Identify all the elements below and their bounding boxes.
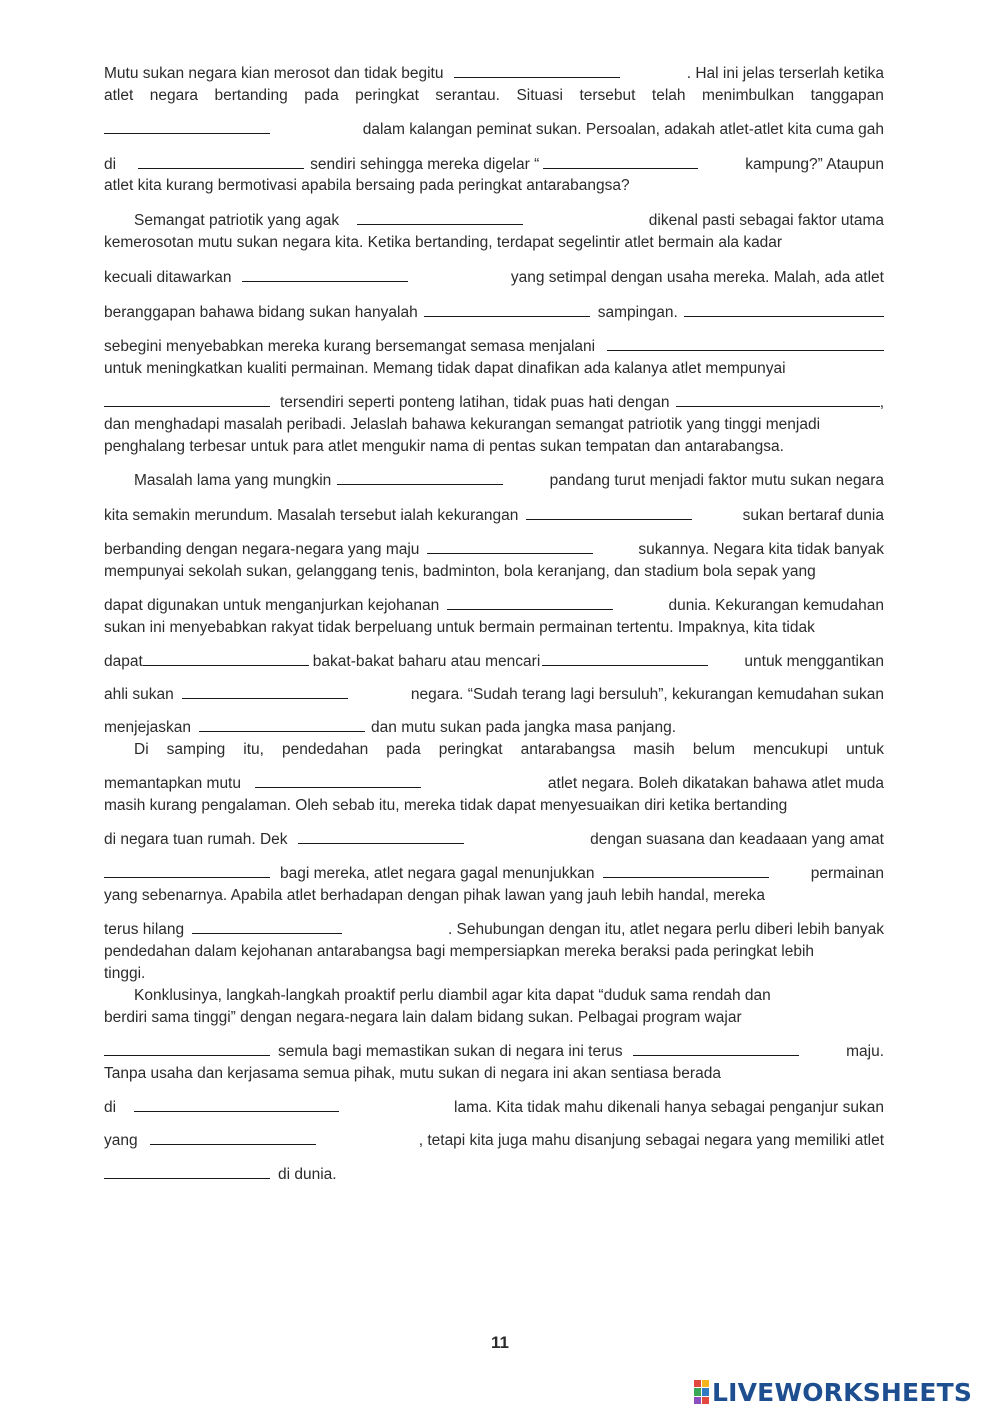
text-segment: yang setimpal dengan usaha mereka. Malah, ada atlet <box>510 269 884 286</box>
answer-blank[interactable] <box>150 1132 316 1145</box>
text-segment: Konklusinya, langkah-langkah proaktif perlu diambil agar kita dapat “duduk sama rendah dan <box>134 987 771 1004</box>
word: samping <box>166 741 226 758</box>
text-segment: tersendiri seperti ponteng latihan, tidak puas hati dengan <box>280 394 670 411</box>
answer-blank[interactable] <box>543 156 698 169</box>
answer-blank[interactable] <box>104 394 270 407</box>
answer-blank[interactable] <box>298 831 464 844</box>
word: tanggapan <box>810 87 884 104</box>
answer-blank[interactable] <box>676 394 880 407</box>
answer-blank[interactable] <box>138 156 304 169</box>
text-segment: pandang turut menjadi faktor mutu sukan negara <box>549 472 884 489</box>
logo-square <box>702 1397 709 1404</box>
text-segment: beranggapan bahawa bidang sukan hanyalah <box>104 304 418 321</box>
text-line <box>104 1165 884 1185</box>
text-segment: semula bagi memastikan sukan di negara ini terus <box>278 1043 623 1060</box>
word: peringkat <box>438 741 503 758</box>
answer-blank[interactable] <box>633 1043 799 1056</box>
answer-blank[interactable] <box>143 653 309 666</box>
text-segment: sukan ini menyebabkan rakyat tidak berpeluang untuk bermain permainan tertentu. Impaknya, kita tidak <box>104 619 815 636</box>
text-line <box>104 740 884 760</box>
text-line <box>104 155 884 175</box>
word: pendedahan <box>282 741 369 758</box>
text-segment: permainan <box>810 865 884 882</box>
text-line <box>104 864 884 884</box>
word: atlet <box>104 87 134 104</box>
text-line <box>104 596 884 616</box>
answer-blank[interactable] <box>255 775 421 788</box>
text-line <box>104 685 884 705</box>
text-segment: penghalang terbesar untuk para atlet mengukir nama di pentas sukan tempatan dan antarabangsa. <box>104 438 784 455</box>
word: menimbulkan <box>701 87 795 104</box>
text-segment: Mutu sukan negara kian merosot dan tidak begitu <box>104 65 444 82</box>
answer-blank[interactable] <box>104 1166 270 1179</box>
text-segment: sukannya. Negara kita tidak banyak <box>638 541 884 558</box>
text-line <box>104 415 884 435</box>
text-line <box>104 986 884 1006</box>
answer-blank[interactable] <box>526 507 692 520</box>
text-segment: kemerosotan mutu sukan negara kita. Ketika bertanding, terdapat segelintir atlet bermain ala kadar <box>104 234 783 251</box>
text-segment: Semangat patriotik yang agak <box>134 212 340 229</box>
text-line <box>104 718 884 738</box>
text-segment: , tetapi kita juga mahu disanjung sebagai negara yang memiliki atlet <box>418 1132 884 1149</box>
answer-blank[interactable] <box>607 338 884 351</box>
text-segment: sebegini menyebabkan mereka kurang bersemangat semasa menjalani <box>104 338 596 355</box>
text-segment: bagi mereka, atlet negara gagal menunjukkan <box>280 865 595 882</box>
text-segment: menjejaskan <box>104 719 192 736</box>
text-segment: memantapkan mutu <box>104 775 241 792</box>
text-line <box>104 652 884 672</box>
text-segment: maju. <box>846 1043 884 1060</box>
text-segment: masih kurang pengalaman. Oleh sebab itu, mereka tidak dapat menyesuaikan diri ketika bertanding <box>104 797 788 814</box>
text-segment: atlet kita kurang bermotivasi apabila bersaing pada peringkat antarabangsa? <box>104 177 630 194</box>
text-segment: sendiri sehingga mereka digelar “ <box>310 156 540 173</box>
answer-blank[interactable] <box>357 212 523 225</box>
logo-square <box>694 1380 701 1387</box>
word: peringkat <box>355 87 419 104</box>
text-segment: dengan suasana dan keadaaan yang amat <box>590 831 884 848</box>
text-segment: atlet negara. Boleh dikatakan bahawa atlet muda <box>547 775 884 792</box>
text-segment: untuk menggantikan <box>744 653 884 670</box>
liveworksheets-logo-icon <box>694 1380 709 1404</box>
answer-blank[interactable] <box>104 121 270 134</box>
text-line <box>104 1042 884 1062</box>
text-line <box>104 1131 884 1151</box>
text-line <box>104 337 884 357</box>
text-segment: dan mutu sukan pada jangka masa panjang. <box>371 719 677 736</box>
text-segment: di <box>104 1099 117 1116</box>
text-line <box>104 176 884 196</box>
text-line <box>104 540 884 560</box>
page-number: 11 <box>491 1333 509 1352</box>
answer-blank[interactable] <box>337 472 503 485</box>
text-segment: dan menghadapi masalah peribadi. Jelaslah bahawa kekurangan semangat patriotik yang tinggi menjadi <box>104 416 821 433</box>
text-line <box>104 437 884 457</box>
text-line <box>104 359 884 379</box>
text-segment: sampingan. <box>597 304 678 321</box>
text-segment: di dunia. <box>278 1166 337 1183</box>
text-line <box>104 1008 884 1028</box>
text-line <box>104 393 884 413</box>
text-segment: untuk meningkatkan kualiti permainan. Memang tidak dapat dinafikan ada kalanya atlet mempunyai <box>104 360 786 377</box>
text-segment: pendedahan dalam kejohanan antarabangsa bagi mempersiapkan mereka beraksi pada peringkat lebih <box>104 943 815 960</box>
text-line <box>104 1098 884 1118</box>
word: pada <box>386 741 421 758</box>
text-segment: Tanpa usaha dan kerjasama semua pihak, mutu sukan di negara ini akan sentiasa berada <box>104 1065 721 1082</box>
text-line <box>104 506 884 526</box>
text-segment: di <box>104 156 117 173</box>
text-line <box>104 942 884 962</box>
text-segment: Masalah lama yang mungkin <box>134 472 332 489</box>
word: masih <box>633 741 675 758</box>
text-segment: dunia. Kekurangan kemudahan <box>668 597 884 614</box>
answer-blank[interactable] <box>104 865 270 878</box>
text-line <box>104 886 884 906</box>
logo-square <box>694 1397 701 1404</box>
word: pada <box>304 87 339 104</box>
word: mencukupi <box>753 741 829 758</box>
text-line <box>104 618 884 638</box>
text-segment: terus hilang <box>104 921 185 938</box>
word: antarabangsa <box>520 741 616 758</box>
word: Di <box>134 741 149 758</box>
text-line <box>104 233 884 253</box>
answer-blank[interactable] <box>134 1099 339 1112</box>
text-segment: yang sebenarnya. Apabila atlet berhadapan dengan pihak lawan yang jauh lebih handal, mereka <box>104 887 765 904</box>
text-segment: kita semakin merundum. Masalah tersebut ialah kekurangan <box>104 507 519 524</box>
text-segment: ahli sukan <box>104 686 174 703</box>
text-segment: . Sehubungan dengan itu, atlet negara perlu diberi lebih banyak <box>447 921 884 938</box>
text-line <box>104 471 884 491</box>
text-segment: dalam kalangan peminat sukan. Persoalan, adakah atlet-atlet kita cuma gah <box>362 121 884 138</box>
word: serantau. <box>435 87 500 104</box>
word: itu, <box>243 741 264 758</box>
word: bertanding <box>214 87 288 104</box>
text-line <box>104 64 884 84</box>
text-segment: , <box>879 394 884 411</box>
answer-blank[interactable] <box>454 65 620 78</box>
text-line <box>104 86 884 106</box>
answer-blank[interactable] <box>104 1043 270 1056</box>
text-line <box>104 796 884 816</box>
answer-blank[interactable] <box>684 304 884 317</box>
word: tersebut <box>579 87 636 104</box>
word: untuk <box>846 741 884 758</box>
logo-square <box>702 1380 709 1387</box>
answer-blank[interactable] <box>242 269 408 282</box>
text-line <box>104 211 884 231</box>
word: telah <box>651 87 686 104</box>
answer-blank[interactable] <box>542 653 708 666</box>
logo-square <box>702 1388 709 1395</box>
answer-blank[interactable] <box>199 719 365 732</box>
text-line <box>104 562 884 582</box>
word: belum <box>692 741 736 758</box>
text-segment: dapat <box>104 653 143 670</box>
text-line <box>104 120 884 140</box>
text-segment: di negara tuan rumah. Dek <box>104 831 288 848</box>
liveworksheets-logo-text: LIVEWORKSHEETS <box>712 1377 973 1407</box>
answer-blank[interactable] <box>424 304 590 317</box>
text-line <box>104 920 884 940</box>
text-segment: kecuali ditawarkan <box>104 269 232 286</box>
answer-blank[interactable] <box>427 541 593 554</box>
word: Situasi <box>516 87 563 104</box>
text-segment: lama. Kita tidak mahu dikenali hanya sebagai penganjur sukan <box>454 1099 884 1116</box>
text-line <box>104 1064 884 1084</box>
text-segment: tinggi. <box>104 965 146 982</box>
answer-blank[interactable] <box>182 686 348 699</box>
text-line <box>104 268 884 288</box>
answer-blank[interactable] <box>447 597 613 610</box>
text-segment: dikenal pasti sebagai faktor utama <box>648 212 884 229</box>
text-segment: . Hal ini jelas terserlah ketika <box>686 65 884 82</box>
text-segment: kampung?” Ataupun <box>745 156 884 173</box>
word: negara <box>149 87 199 104</box>
text-segment: negara. “Sudah terang lagi bersuluh”, kekurangan kemudahan sukan <box>410 686 884 703</box>
text-segment: yang <box>104 1132 138 1149</box>
logo-square <box>694 1388 701 1395</box>
text-segment: berdiri sama tinggi” dengan negara-negara lain dalam bidang sukan. Pelbagai program wajar <box>104 1009 742 1026</box>
answer-blank[interactable] <box>603 865 769 878</box>
text-segment: sukan bertaraf dunia <box>742 507 884 524</box>
text-segment: berbanding dengan negara-negara yang maju <box>104 541 420 558</box>
answer-blank[interactable] <box>192 921 342 934</box>
text-line <box>104 774 884 794</box>
text-line <box>104 303 884 323</box>
text-segment: bakat-bakat baharu atau mencari <box>312 653 541 670</box>
text-line <box>104 830 884 850</box>
text-segment: dapat digunakan untuk menganjurkan kejohanan <box>104 597 440 614</box>
text-segment: mempunyai sekolah sukan, gelanggang tenis, badminton, bola keranjang, dan stadium bola sepak yang <box>104 563 816 580</box>
text-line <box>104 964 884 984</box>
liveworksheets-logo[interactable] <box>694 1378 972 1406</box>
